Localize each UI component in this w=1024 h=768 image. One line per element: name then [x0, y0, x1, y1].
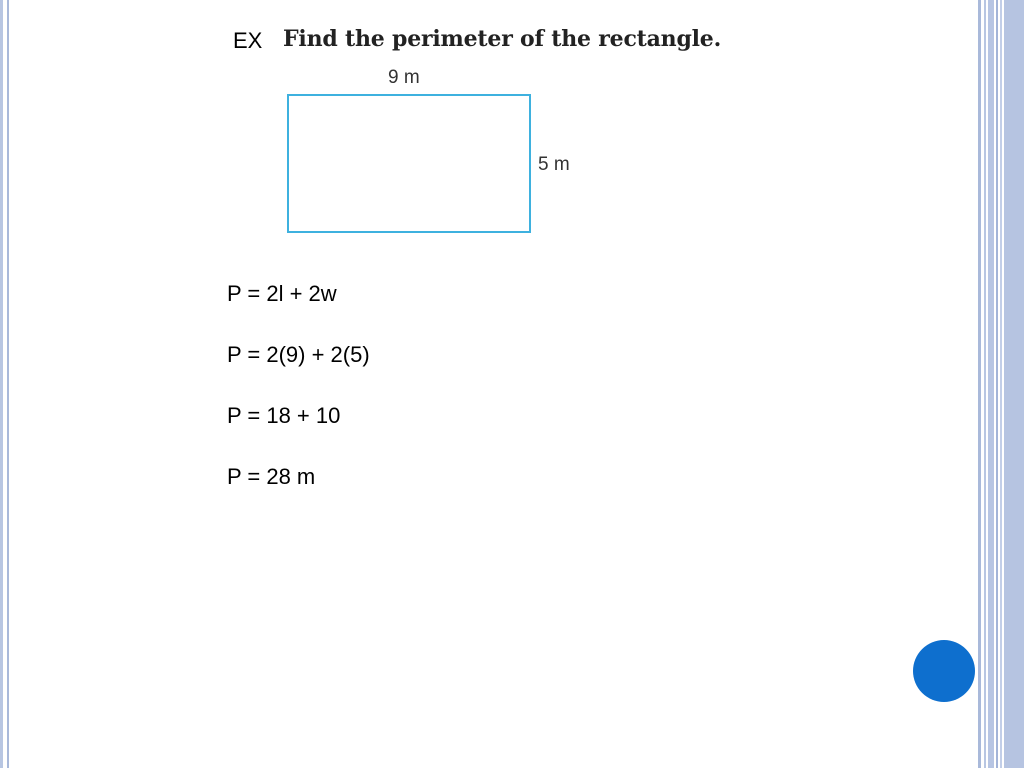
- problem-title: Find the perimeter of the rectangle.: [283, 26, 722, 52]
- top-dimension-label: 9 m: [388, 67, 420, 88]
- right-border-stripe: [984, 0, 986, 768]
- right-border-stripe: [988, 0, 994, 768]
- solution-step-multiply: P = 18 + 10: [227, 403, 341, 428]
- right-border-stripe: [1000, 0, 1002, 768]
- left-border-stripe: [0, 0, 3, 768]
- solution-step-substitution: P = 2(9) + 2(5): [227, 342, 370, 367]
- rectangle-figure: [270, 60, 600, 250]
- example-label: EX: [233, 28, 263, 53]
- side-dimension-label: 5 m: [538, 154, 570, 175]
- right-border-stripe: [996, 0, 998, 768]
- left-border-stripe-inner: [7, 0, 9, 768]
- right-border-stripe: [1004, 0, 1024, 768]
- rectangle-shape: [288, 95, 530, 232]
- right-border-stripe: [978, 0, 981, 768]
- solution-step-answer: P = 28 m: [227, 464, 316, 489]
- circle-nav-icon[interactable]: [913, 640, 975, 702]
- solution-step-formula: P = 2l + 2w: [227, 281, 337, 306]
